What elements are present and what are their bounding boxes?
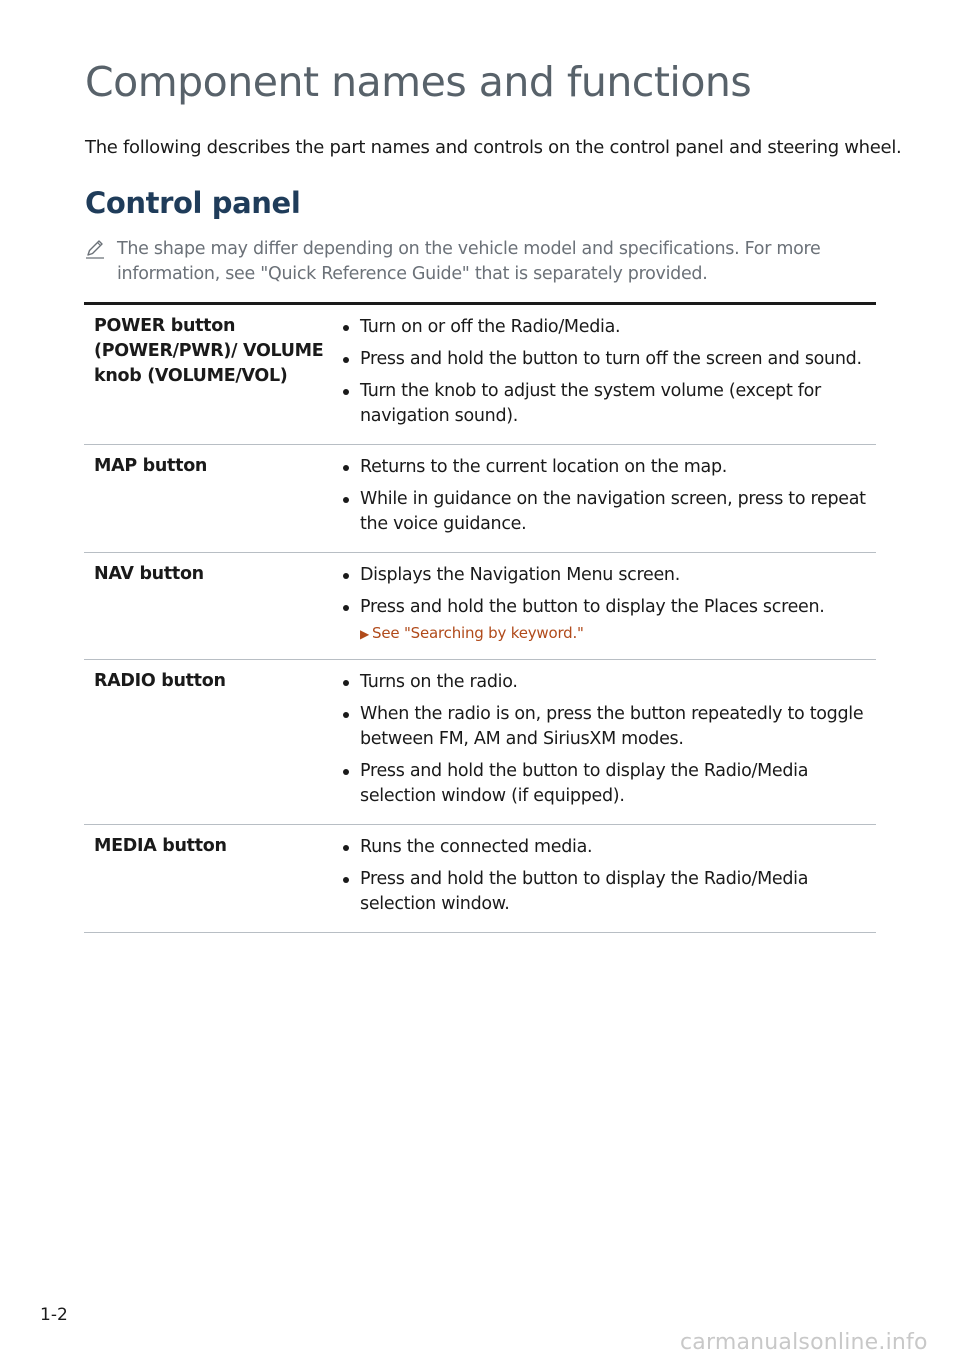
list-item: Press and hold the button to display the Radio/Media selection window (if equipped). bbox=[339, 759, 866, 809]
list-item: When the radio is on, press the button repeatedly to toggle between FM, AM and SiriusXM modes. bbox=[339, 702, 866, 752]
row-description bbox=[339, 453, 876, 544]
table-row bbox=[84, 305, 876, 445]
watermark[interactable]: carmanualsonline.info bbox=[680, 1330, 928, 1355]
list-item: Press and hold the button to turn off the screen and sound. bbox=[339, 347, 866, 372]
control-panel-table bbox=[84, 302, 876, 933]
list-item bbox=[339, 595, 866, 644]
list-item: While in guidance on the navigation screen, press to repeat the voice guidance. bbox=[339, 487, 866, 537]
list-item: Runs the connected media. bbox=[339, 835, 866, 860]
table-row bbox=[84, 660, 876, 825]
row-description bbox=[339, 313, 876, 436]
row-label-radio: RADIO button bbox=[94, 671, 226, 691]
section-title: Control panel bbox=[85, 186, 301, 220]
page-number: 1-2 bbox=[40, 1305, 68, 1325]
triangle-right-icon: ▶ bbox=[360, 627, 370, 641]
see-link-text: See "Searching by keyword." bbox=[372, 624, 584, 642]
table-row bbox=[84, 825, 876, 933]
row-description bbox=[339, 561, 876, 651]
list-item: Displays the Navigation Menu screen. bbox=[339, 563, 866, 588]
row-label-power: POWER button (POWER/PWR)/ VOLUME knob (VOLUME/VOL) bbox=[94, 316, 324, 386]
row-label-nav: NAV button bbox=[94, 564, 204, 584]
list-item-text: Press and hold the button to display the Places screen. bbox=[360, 597, 825, 617]
row-label-map: MAP button bbox=[94, 456, 208, 476]
list-item: Turns on the radio. bbox=[339, 670, 866, 695]
row-description bbox=[339, 668, 876, 816]
intro-text: The following describes the part names and controls on the control panel and steering wheel. bbox=[85, 137, 902, 158]
see-searching-by-keyword-link[interactable] bbox=[360, 623, 866, 644]
page-title: Component names and functions bbox=[85, 58, 752, 106]
pencil-icon bbox=[85, 238, 105, 260]
row-description bbox=[339, 833, 876, 924]
row-label-media: MEDIA button bbox=[94, 836, 227, 856]
list-item: Press and hold the button to display the Radio/Media selection window. bbox=[339, 867, 866, 917]
table-row bbox=[84, 553, 876, 660]
list-item: Returns to the current location on the map. bbox=[339, 455, 866, 480]
note bbox=[85, 237, 845, 287]
note-text: The shape may differ depending on the vehicle model and specifications. For more information, see "Quick Reference Guide" that is separately provided. bbox=[117, 239, 821, 284]
list-item: Turn the knob to adjust the system volume (except for navigation sound). bbox=[339, 379, 866, 429]
table-row bbox=[84, 445, 876, 553]
list-item: Turn on or off the Radio/Media. bbox=[339, 315, 866, 340]
